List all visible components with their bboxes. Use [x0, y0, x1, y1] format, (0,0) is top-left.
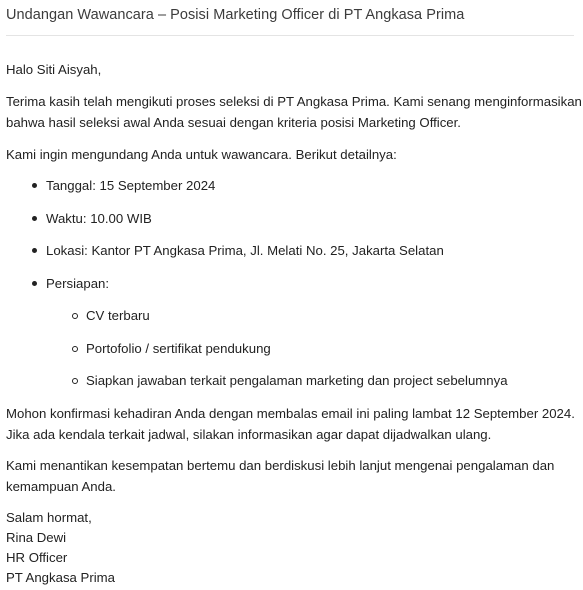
- email-invite: Kami ingin mengundang Anda untuk wawancara. Berikut detailnya:: [6, 147, 397, 162]
- signature-salutation: Salam hormat,: [6, 510, 92, 525]
- detail-location: Lokasi: Kantor PT Angkasa Prima, Jl. Melati No. 25, Jakarta Selatan: [46, 240, 444, 261]
- preparation-item-portfolio: Portofolio / sertifikat pendukung: [86, 338, 271, 359]
- email-closing-line-2: kemampuan Anda.: [6, 479, 116, 494]
- email-confirmation-request: [6, 403, 583, 445]
- signature-title: HR Officer: [6, 550, 68, 565]
- signature-name: Rina Dewi: [6, 530, 67, 545]
- email-signature: [6, 508, 115, 588]
- email-closing: [6, 455, 583, 497]
- preparation-item-cv: CV terbaru: [86, 305, 150, 326]
- email-closing-line-1: Kami menantikan kesempatan bertemu dan berdiskusi lebih lanjut mengenai pengalaman dan: [6, 458, 555, 473]
- email-intro: [6, 91, 583, 133]
- detail-preparation: Persiapan:: [46, 273, 109, 294]
- signature-company: PT Angkasa Prima: [6, 570, 115, 585]
- email-confirmation-line-1: Mohon konfirmasi kehadiran Anda dengan membalas email ini paling lambat 12 September 2024.: [6, 406, 575, 421]
- email-intro-line-2: bahwa hasil seleksi awal Anda sesuai dengan kriteria posisi Marketing Officer.: [6, 115, 461, 130]
- email-confirmation-line-2: Jika ada kendala terkait jadwal, silakan informasikan agar dapat dijadwalkan ulang.: [6, 427, 492, 442]
- subject-divider: [6, 35, 574, 36]
- email-greeting: Halo Siti Aisyah,: [6, 62, 102, 77]
- detail-date: Tanggal: 15 September 2024: [46, 175, 215, 196]
- email-intro-line-1: Terima kasih telah mengikuti proses seleksi di PT Angkasa Prima. Kami senang menginformasikan: [6, 94, 582, 109]
- email-subject: Undangan Wawancara – Posisi Marketing Officer di PT Angkasa Prima: [6, 7, 465, 23]
- preparation-item-answers: Siapkan jawaban terkait pengalaman marketing dan project sebelumnya: [86, 370, 508, 391]
- detail-time: Waktu: 10.00 WIB: [46, 208, 152, 229]
